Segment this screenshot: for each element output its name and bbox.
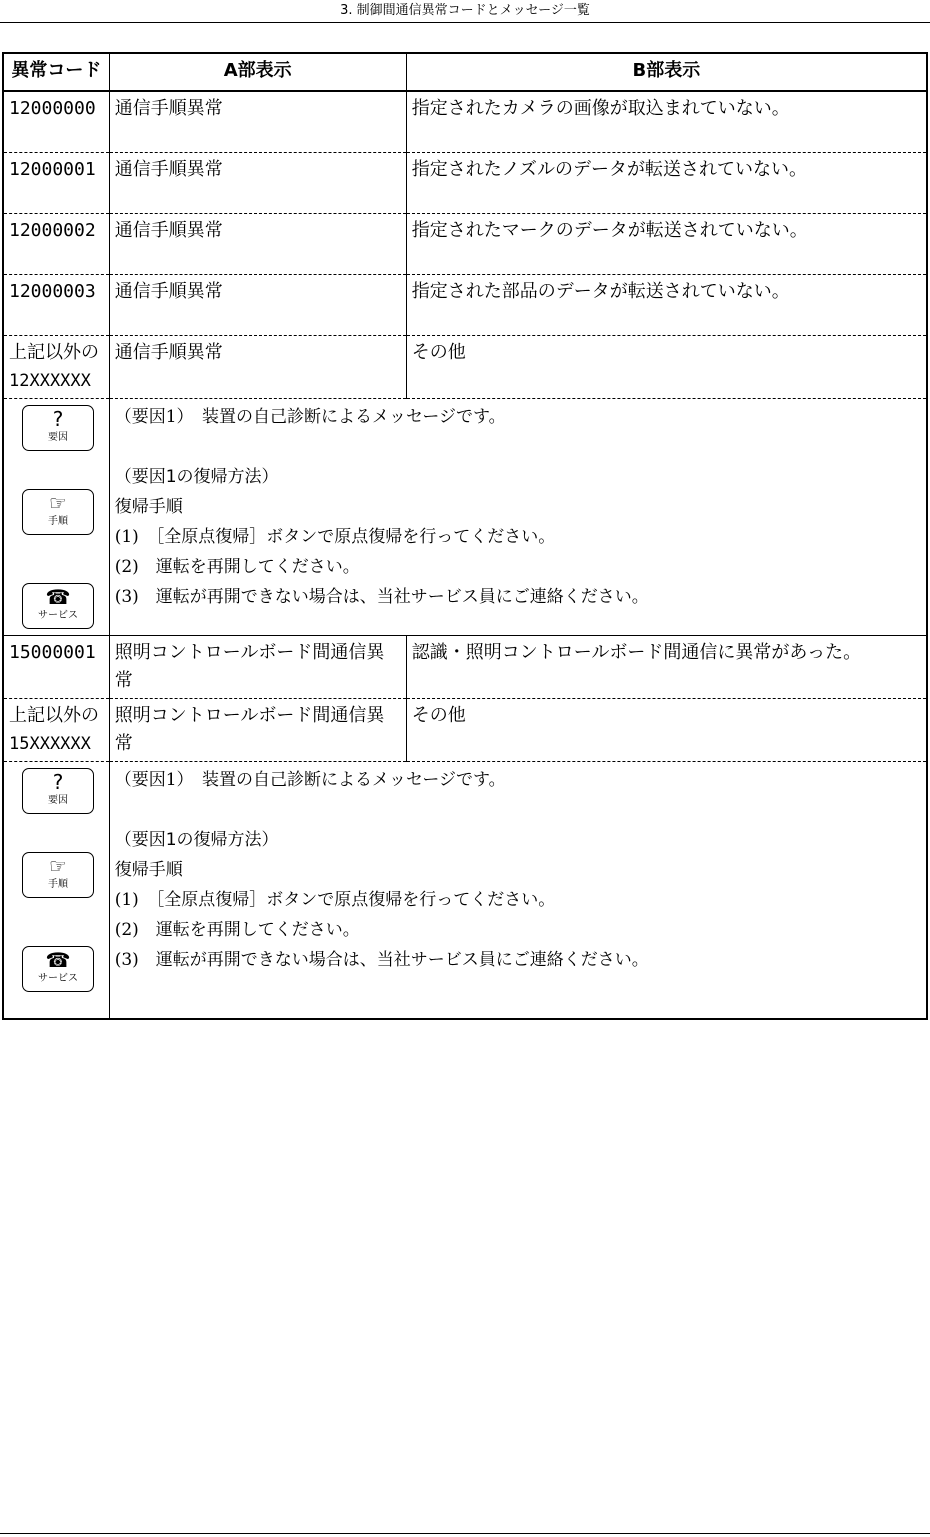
page-header (0, 0, 930, 23)
remedy-row (3, 399, 927, 636)
b-display: 指定されたカメラの画像が取込まれていない。 (406, 91, 927, 153)
cause-icon-label: 要因 (48, 432, 68, 443)
service-icon-box (22, 583, 94, 629)
service-icon-box (22, 946, 94, 992)
col-header-code: 異常コード (3, 53, 109, 91)
cause-text: （要因1） 装置の自己診断によるメッセージです。 (114, 407, 506, 427)
code-line-2: 12XXXXXX (9, 371, 91, 391)
step-3: (3) 運転が再開できない場合は、当社サービス員にご連絡ください。 (114, 587, 649, 607)
b-display: 認識・照明コントロールボード間通信に異常があった。 (406, 636, 927, 699)
remedy-row (3, 762, 927, 1020)
error-code: 12000002 (3, 214, 109, 275)
service-icon-label: サービス (38, 610, 78, 621)
question-icon: ? (52, 407, 64, 431)
step-1: (1) ［全原点復帰］ボタンで原点復帰を行ってください。 (114, 890, 556, 910)
cause-text: （要因1） 装置の自己診断によるメッセージです。 (114, 770, 506, 790)
procedure-title: 復帰手順 (114, 860, 183, 880)
b-display: その他 (406, 699, 927, 762)
table-row (3, 153, 927, 214)
pointing-hand-icon: ☞ (49, 491, 67, 515)
table-header-row (3, 53, 927, 91)
step-3: (3) 運転が再開できない場合は、当社サービス員にご連絡ください。 (114, 950, 649, 970)
footer-rule (0, 1533, 930, 1534)
col-header-a: A部表示 (109, 53, 406, 91)
b-display: 指定された部品のデータが転送されていない。 (406, 275, 927, 336)
a-display: 照明コントロールボード間通信異常 (109, 699, 406, 762)
procedure-icon-label: 手順 (48, 516, 68, 527)
table-row (3, 336, 927, 399)
procedure-icon-label: 手順 (48, 879, 68, 890)
step-1: (1) ［全原点復帰］ボタンで原点復帰を行ってください。 (114, 527, 556, 547)
error-code: 12000003 (3, 275, 109, 336)
table-row (3, 636, 927, 699)
a-display: 通信手順異常 (109, 275, 406, 336)
a-display: 通信手順異常 (109, 214, 406, 275)
code-line-1: 上記以外の (9, 705, 99, 726)
procedure-icon-box (22, 852, 94, 898)
a-display: 通信手順異常 (109, 336, 406, 399)
table-row (3, 214, 927, 275)
error-code: 15000001 (3, 636, 109, 699)
col-header-b: B部表示 (406, 53, 927, 91)
pointing-hand-icon: ☞ (49, 854, 67, 878)
code-line-2: 15XXXXXX (9, 734, 91, 754)
table-row (3, 91, 927, 153)
service-icon-label: サービス (38, 973, 78, 984)
table-row (3, 275, 927, 336)
b-display: その他 (406, 336, 927, 399)
a-display: 照明コントロールボード間通信異常 (109, 636, 406, 699)
step-2: (2) 運転を再開してください。 (114, 920, 360, 940)
error-code (3, 336, 109, 399)
question-icon: ? (52, 770, 64, 794)
remedy-text (109, 399, 927, 636)
b-display: 指定されたノズルのデータが転送されていない。 (406, 153, 927, 214)
page-title: 3. 制御間通信異常コードとメッセージ一覧 (340, 3, 590, 18)
remedy-text (109, 762, 927, 1020)
remedy-icons (3, 399, 109, 636)
error-code: 12000001 (3, 153, 109, 214)
cause-icon-label: 要因 (48, 795, 68, 806)
error-code (3, 699, 109, 762)
procedure-title: 復帰手順 (114, 497, 183, 517)
error-code-table (2, 52, 928, 1020)
b-display: 指定されたマークのデータが転送されていない。 (406, 214, 927, 275)
error-code: 12000000 (3, 91, 109, 153)
a-display: 通信手順異常 (109, 153, 406, 214)
table-row (3, 699, 927, 762)
procedure-icon-box (22, 489, 94, 535)
a-display: 通信手順異常 (109, 91, 406, 153)
telephone-icon: ☎ (45, 585, 71, 609)
method-title: （要因1の復帰方法） (114, 467, 279, 487)
remedy-icons (3, 762, 109, 1020)
method-title: （要因1の復帰方法） (114, 830, 279, 850)
step-2: (2) 運転を再開してください。 (114, 557, 360, 577)
cause-icon-box (22, 405, 94, 451)
cause-icon-box (22, 768, 94, 814)
code-line-1: 上記以外の (9, 342, 99, 363)
telephone-icon: ☎ (45, 948, 71, 972)
